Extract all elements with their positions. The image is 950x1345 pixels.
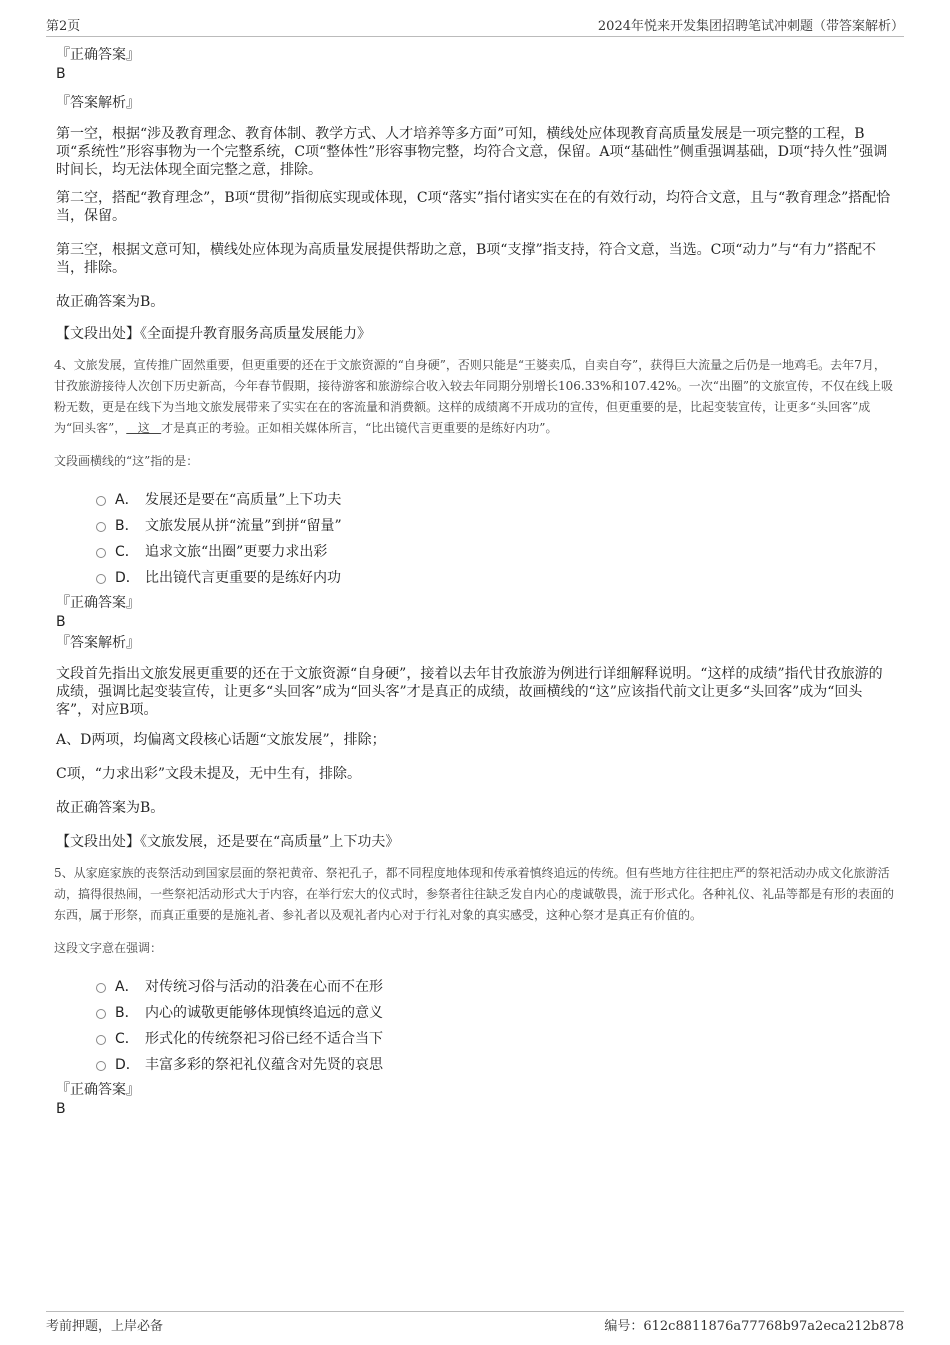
option-text: 追求文旅“出圈”更要力求出彩 (145, 544, 328, 560)
q5-option-d[interactable] (96, 1051, 896, 1077)
q4-analysis-p1: 文段首先指出文旅发展更重要的还在于文旅资源“自身硬”，接着以去年甘孜旅游为例进行详细解释说明。“这样的成绩”指代甘孜旅游的成绩，强调比起变装宣传，让更多“头回客”成为“回头客”才是真正的成绩，故画横线的“这”应该指代前文让更多“头回客”成为“回头客”，对应B项。 (56, 666, 883, 718)
option-letter: B． (115, 518, 139, 534)
option-letter: A． (115, 979, 139, 995)
option-text: 文旅发展从拼“流量”到拼“留量” (145, 518, 342, 534)
page-footer (46, 1311, 904, 1334)
q4-options (56, 486, 896, 590)
option-letter: D． (115, 1057, 140, 1073)
page-number: 第2页 (46, 18, 81, 34)
q5-option-b[interactable] (96, 999, 896, 1025)
q4-analysis-p2: A、D两项，均偏离文段核心话题“文旅发展”，排除； (56, 732, 386, 748)
q4-option-c[interactable] (96, 538, 896, 564)
page-header (46, 14, 904, 37)
q4-analysis-label: 『答案解析』 (56, 635, 140, 651)
q5-options (56, 973, 896, 1077)
q4-question-text (54, 355, 896, 439)
q3-analysis-p2: 第二空，搭配“教育理念”，B项“贯彻”指彻底实现或体现，C项“落实”指付诸实实在在的有效行动，均符合文意，且与“教育理念”搭配恰当，保留。 (56, 190, 891, 224)
q3-source: 【文段出处】《全面提升教育服务高质量发展能力》 (56, 326, 371, 342)
radio-icon[interactable] (96, 983, 106, 993)
radio-icon[interactable] (96, 548, 106, 558)
q5-answer-label: 『正确答案』 (56, 1082, 140, 1098)
q4-underlined-word: 这 (126, 421, 162, 435)
q5-question-text: 5、从家庭家族的丧祭活动到国家层面的祭祀黄帝、祭祀孔子，都不同程度地体现和传承着慎终追远的传统。但有些地方往往把庄严的祭祀活动办成文化旅游活动，搞得很热闹，一些祭祀活动形式大于内容，在举行宏大的仪式时，参祭者往往缺乏发自内心的虔诚敬畏，流于形式化。各种礼仪、礼品等都是有形的表面的东西，属于形祭，而真正重要的是施礼者、参礼者以及观礼者内心对于行礼对象的真实感受，这种心祭才是真正有价值的。 (54, 866, 895, 922)
q3-answer-label: 『正确答案』 (56, 47, 140, 63)
radio-icon[interactable] (96, 1009, 106, 1019)
q4-option-a[interactable] (96, 486, 896, 512)
q5-option-a[interactable] (96, 973, 896, 999)
radio-icon[interactable] (96, 1061, 106, 1071)
option-letter: C． (115, 544, 139, 560)
option-letter: C． (115, 1031, 139, 1047)
q4-option-b[interactable] (96, 512, 896, 538)
q3-analysis-p1: 第一空，根据“涉及教育理念、教育体制、教学方式、人才培养等多方面”可知，横线处应体现教育高质量发展是一项完整的工程，B项“系统性”形容事物为一个完整系统，C项“整体性”形容事物完整，均符合文意，保留。A项“基础性”侧重强调基础，D项“持久性”强调时间长，均无法体现全面完整之意，排除。 (56, 126, 888, 178)
q4-analysis-p4: 故正确答案为B。 (56, 800, 165, 816)
q4-answer-label: 『正确答案』 (56, 595, 140, 611)
option-text: 丰富多彩的祭祀礼仪蕴含对先贤的哀思 (145, 1057, 383, 1073)
q5-answer: B (56, 1101, 66, 1117)
q4-prompt: 文段画横线的“这”指的是： (54, 454, 199, 468)
q4-text-before: 4、文旅发展，宣传推广固然重要，但更重要的还在于文旅资源的“自身硬”，否则只能是“王婆卖瓜，自卖自夸”，获得巨大流量之后仍是一地鸡毛。去年7月，甘孜旅游接待人次创下历史新高，今年春节假期，接待游客和旅游综合收入较去年同期分别增长106.33%和107.42%。一次“出圈”的文旅宣传，不仅在线上吸粉无数，更是在线下为当地文旅发展带来了实实在在的客流量和消费额。这样的成绩离不开成功的宣传，但更重要的是，比起变装宣传，让更多“头回客”成为“回头客”， (54, 358, 894, 435)
document-content (56, 46, 896, 1119)
q4-answer: B (56, 614, 66, 630)
radio-icon[interactable] (96, 496, 106, 506)
q4-source: 【文段出处】《文旅发展，还是要在“高质量”上下功夫》 (56, 834, 400, 850)
q4-analysis-p3: C项，“力求出彩”文段未提及，无中生有，排除。 (56, 766, 362, 782)
option-letter: D． (115, 570, 140, 586)
radio-icon[interactable] (96, 574, 106, 584)
option-text: 内心的诚敬更能够体现慎终追远的意义 (145, 1005, 383, 1021)
q3-answer: B (56, 66, 66, 82)
footer-slogan: 考前押题，上岸必备 (46, 1319, 164, 1334)
q5-option-c[interactable] (96, 1025, 896, 1051)
radio-icon[interactable] (96, 1035, 106, 1045)
option-text: 比出镜代言更重要的是练好内功 (145, 570, 341, 586)
option-text: 形式化的传统祭祀习俗已经不适合当下 (145, 1031, 383, 1047)
q3-analysis-label: 『答案解析』 (56, 95, 140, 111)
option-letter: B． (115, 1005, 139, 1021)
radio-icon[interactable] (96, 522, 106, 532)
q3-analysis-p3: 第三空，根据文意可知，横线处应体现为高质量发展提供帮助之意，B项“支撑”指支持，符合文意，当选。C项“动力”与“有力”搭配不当，排除。 (56, 242, 876, 276)
q4-text-after: 才是真正的考验。正如相关媒体所言，“比出镜代言更重要的是练好内功”。 (161, 421, 558, 435)
q5-prompt: 这段文字意在强调： (54, 941, 163, 955)
option-letter: A． (115, 492, 139, 508)
option-text: 对传统习俗与活动的沿袭在心而不在形 (145, 979, 383, 995)
q3-analysis-p4: 故正确答案为B。 (56, 294, 165, 310)
document-id: 编号：612c8811876a77768b97a2eca212b878 (604, 1319, 904, 1334)
document-title: 2024年悦来开发集团招聘笔试冲刺题（带答案解析） (597, 18, 904, 34)
q4-option-d[interactable] (96, 564, 896, 590)
option-text: 发展还是要在“高质量”上下功夫 (145, 492, 342, 508)
